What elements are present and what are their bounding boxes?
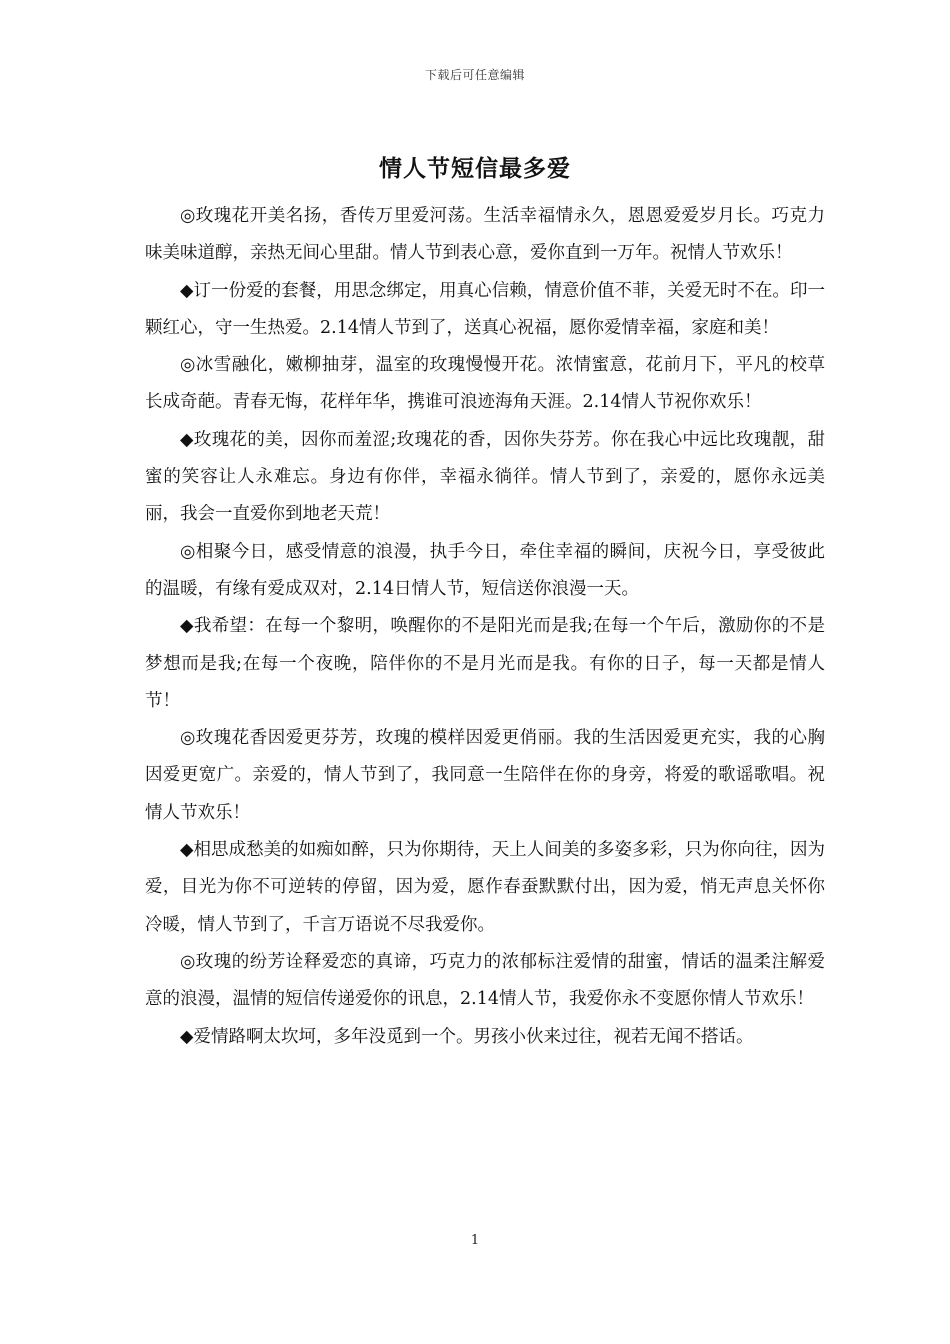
paragraph: ◎玫瑰花开美名扬，香传万里爱河荡。生活幸福情永久，恩恩爱爱岁月长。巧克力味美味道醇，亲热无间心里甜。情人节到表心意，爱你直到一万年。祝情人节欢乐！	[145, 206, 825, 264]
paragraph: ◎玫瑰花香因爱更芬芳，玫瑰的模样因爱更俏丽。我的生活因爱更充实，我的心胸因爱更宽广。亲爱的，情人节到了，我同意一生陪伴在你的身旁，将爱的歌谣歌唱。祝情人节欢乐！	[145, 728, 825, 823]
paragraph: ◆玫瑰花的美，因你而羞涩;玫瑰花的香，因你失芬芳。你在我心中远比玫瑰靓，甜蜜的笑容让人永难忘。身边有你伴，幸福永徜徉。情人节到了，亲爱的，愿你永远美丽，我会一直爱你到地老天荒！	[145, 429, 825, 525]
document-body	[145, 198, 825, 1056]
paragraph: ◆相思成愁美的如痴如醉，只为你期待，天上人间美的多姿多彩，只为你向往，因为爱，目光为你不可逆转的停留，因为爱，愿作春蚕默默付出，因为爱，悄无声息关怀你冷暖，情人节到了，千言万语说不尽我爱你。	[145, 840, 825, 935]
header-note: 下载后可任意编辑	[424, 68, 525, 82]
paragraph: ◆订一份爱的套餐，用思念绑定，用真心信赖，情意价值不菲，关爱无时不在。印一颗红心，守一生热爱。2.14情人节到了，送真心祝福，愿你爱情幸福，家庭和美！	[145, 280, 825, 338]
paragraph: ◎相聚今日，感受情意的浪漫，执手今日，牵住幸福的瞬间，庆祝今日，享受彼此的温暖，有缘有爱成双对，2.14日情人节，短信送你浪漫一天。	[145, 541, 825, 599]
document-title: 情人节短信最多爱	[379, 155, 571, 182]
paragraph: ◎冰雪融化，嫩柳抽芽，温室的玫瑰慢慢开花。浓情蜜意，花前月下，平凡的校草长成奇葩。青春无悔，花样年华，携谁可浪迹海角天涯。2.14情人节祝你欢乐！	[145, 355, 825, 413]
paragraph: ◆我希望：在每一个黎明，唤醒你的不是阳光而是我;在每一个午后，激励你的不是梦想而是我;在每一个夜晚，陪伴你的不是月光而是我。有你的日子，每一天都是情人节！	[145, 616, 825, 711]
paragraph: ◆爱情路啊太坎坷，多年没觅到一个。男孩小伙来过往，视若无闻不搭话。	[180, 1026, 754, 1047]
page-number: 1	[470, 1233, 480, 1248]
paragraph: ◎玫瑰的纷芳诠释爱恋的真谛，巧克力的浓郁标注爱情的甜蜜，情话的温柔注解爱意的浪漫，温情的短信传递爱你的讯息，2.14情人节，我爱你永不变愿你情人节欢乐！	[145, 951, 825, 1010]
